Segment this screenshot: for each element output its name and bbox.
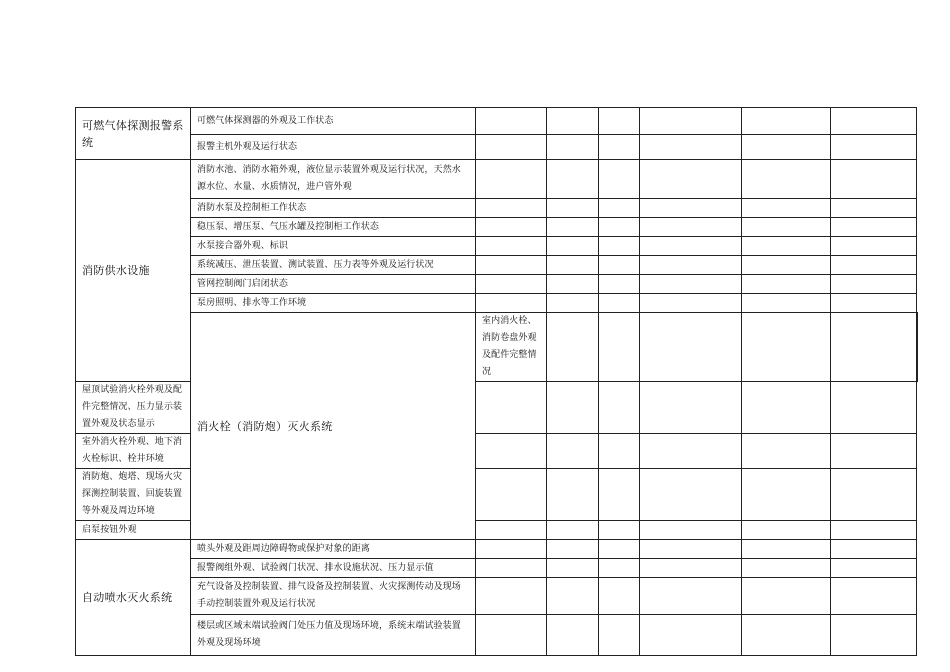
inspection-item-cell: 稳压泵、增压泵、气压水罐及控制柜工作状态 (191, 218, 476, 237)
table-row (76, 313, 918, 382)
blank-record-cell[interactable] (599, 469, 640, 521)
table-body (76, 108, 918, 656)
inspection-item-cell: 消防炮、炮塔、现场火灾探测控制装置、回旋装置等外观及周边环境 (76, 469, 191, 521)
inspection-item-cell: 系统减压、泄压装置、测试装置、压力表等外观及运行状况 (191, 256, 476, 275)
blank-record-cell[interactable] (742, 382, 831, 434)
blank-record-cell[interactable] (599, 108, 640, 135)
blank-record-cell[interactable] (831, 218, 917, 237)
blank-record-cell[interactable] (742, 521, 831, 540)
table-row (76, 237, 918, 256)
blank-record-cell[interactable] (476, 294, 547, 313)
blank-record-cell[interactable] (599, 135, 640, 160)
inspection-item-cell: 消防水池、消防水箱外观，液位显示装置外观及运行状况，天然水源水位、水量、水质情况，进户管外观 (191, 160, 476, 199)
system-name-cell: 消火栓（消防炮）灭火系统 (191, 313, 476, 540)
blank-record-cell[interactable] (831, 256, 917, 275)
blank-record-cell[interactable] (640, 275, 742, 294)
blank-record-cell[interactable] (742, 294, 831, 313)
table-row (76, 108, 918, 135)
blank-record-cell[interactable] (831, 108, 917, 135)
inspection-item-cell: 充气设备及控制装置、排气设备及控制装置、火灾探测传动及现场手动控制装置外观及运行状况 (191, 578, 476, 615)
blank-record-cell[interactable] (742, 218, 831, 237)
inspection-item-cell: 屋顶试验消火栓外观及配件完整情况、压力显示装置外观及状态显示 (76, 382, 191, 434)
table-row (76, 135, 918, 160)
blank-record-cell[interactable] (476, 256, 547, 275)
blank-record-cell[interactable] (640, 256, 742, 275)
table-row (76, 218, 918, 237)
blank-record-cell[interactable] (640, 382, 742, 434)
blank-record-cell[interactable] (831, 237, 917, 256)
blank-record-cell[interactable] (476, 218, 547, 237)
inspection-item-cell: 消防水泵及控制柜工作状态 (191, 199, 476, 218)
blank-record-cell[interactable] (547, 578, 599, 615)
blank-record-cell[interactable] (547, 521, 599, 540)
blank-record-cell[interactable] (547, 294, 599, 313)
inspection-item-cell: 报警阀组外观、试验阀门状况、排水设施状况、压力显示值 (191, 559, 476, 578)
blank-record-cell[interactable] (599, 434, 640, 469)
blank-record-cell[interactable] (742, 559, 831, 578)
blank-record-cell[interactable] (742, 199, 831, 218)
blank-record-cell[interactable] (640, 218, 742, 237)
inspection-item-cell: 楼层或区域末端试验阀门处压力值及现场环境，系统末端试验装置外观及现场环境 (191, 615, 476, 656)
blank-record-cell[interactable] (831, 559, 917, 578)
blank-record-cell[interactable] (742, 256, 831, 275)
inspection-table (75, 107, 918, 656)
inspection-item-cell: 管网控制阀门启闭状态 (191, 275, 476, 294)
blank-record-cell[interactable] (831, 469, 917, 521)
system-name-cell: 可燃气体探测报警系统 (76, 108, 191, 160)
blank-record-cell[interactable] (599, 218, 640, 237)
blank-record-cell[interactable] (640, 237, 742, 256)
blank-record-cell[interactable] (742, 540, 831, 559)
blank-record-cell[interactable] (476, 108, 547, 135)
blank-record-cell[interactable] (476, 237, 547, 256)
blank-record-cell[interactable] (547, 559, 599, 578)
blank-record-cell[interactable] (640, 578, 742, 615)
blank-record-cell[interactable] (547, 469, 599, 521)
table-row (76, 559, 918, 578)
blank-record-cell[interactable] (599, 540, 640, 559)
blank-record-cell[interactable] (640, 294, 742, 313)
blank-record-cell[interactable] (831, 294, 917, 313)
blank-record-cell[interactable] (476, 160, 547, 199)
blank-record-cell[interactable] (547, 237, 599, 256)
table-row (76, 578, 918, 615)
blank-record-cell[interactable] (547, 218, 599, 237)
blank-record-cell[interactable] (547, 160, 599, 199)
blank-record-cell[interactable] (640, 108, 742, 135)
blank-record-cell[interactable] (476, 275, 547, 294)
blank-record-cell[interactable] (640, 135, 742, 160)
blank-record-cell[interactable] (547, 540, 599, 559)
blank-record-cell[interactable] (476, 559, 547, 578)
blank-record-cell[interactable] (742, 434, 831, 469)
blank-record-cell[interactable] (547, 199, 599, 218)
blank-record-cell[interactable] (831, 382, 917, 434)
blank-record-cell[interactable] (742, 469, 831, 521)
blank-record-cell[interactable] (476, 135, 547, 160)
blank-record-cell[interactable] (476, 469, 547, 521)
blank-record-cell[interactable] (547, 615, 599, 656)
blank-record-cell[interactable] (476, 382, 547, 434)
blank-record-cell[interactable] (599, 382, 640, 434)
blank-record-cell[interactable] (640, 540, 742, 559)
blank-record-cell[interactable] (831, 135, 917, 160)
inspection-item-cell: 水泵接合器外观、标识 (191, 237, 476, 256)
blank-record-cell[interactable] (547, 382, 599, 434)
blank-record-cell[interactable] (599, 521, 640, 540)
blank-record-cell[interactable] (640, 559, 742, 578)
blank-record-cell[interactable] (640, 469, 742, 521)
blank-record-cell[interactable] (831, 578, 917, 615)
inspection-item-cell: 泵房照明、排水等工作环境 (191, 294, 476, 313)
blank-record-cell[interactable] (742, 135, 831, 160)
table-row (76, 615, 918, 656)
system-name-cell: 消防供水设施 (76, 160, 191, 382)
blank-record-cell[interactable] (831, 521, 917, 540)
inspection-item-cell: 室内消火栓、消防卷盘外观及配件完整情况 (476, 313, 547, 382)
blank-record-cell[interactable] (831, 540, 917, 559)
blank-record-cell[interactable] (599, 199, 640, 218)
inspection-item-cell: 喷头外观及距周边障碍物或保护对象的距离 (191, 540, 476, 559)
blank-record-cell[interactable] (547, 108, 599, 135)
blank-record-cell[interactable] (547, 434, 599, 469)
table-row (76, 294, 918, 313)
system-name-cell: 自动喷水灭火系统 (76, 540, 191, 656)
blank-record-cell[interactable] (640, 313, 742, 382)
table-row (76, 540, 918, 559)
blank-record-cell[interactable] (831, 615, 917, 656)
table-row (76, 199, 918, 218)
table-row (76, 275, 918, 294)
blank-record-cell[interactable] (599, 275, 640, 294)
inspection-item-cell: 报警主机外观及运行状态 (191, 135, 476, 160)
blank-record-cell[interactable] (547, 135, 599, 160)
blank-record-cell[interactable] (742, 578, 831, 615)
blank-record-cell[interactable] (476, 521, 547, 540)
blank-record-cell[interactable] (831, 160, 917, 199)
inspection-item-cell: 室外消火栓外观、地下消火栓标识、栓井环境 (76, 434, 191, 469)
blank-record-cell[interactable] (831, 275, 917, 294)
blank-record-cell[interactable] (742, 160, 831, 199)
blank-record-cell[interactable] (640, 160, 742, 199)
blank-record-cell[interactable] (640, 434, 742, 469)
blank-record-cell[interactable] (599, 294, 640, 313)
blank-record-cell[interactable] (547, 313, 599, 382)
blank-record-cell[interactable] (742, 237, 831, 256)
blank-record-cell[interactable] (742, 275, 831, 294)
blank-record-cell[interactable] (831, 199, 917, 218)
blank-record-cell[interactable] (476, 615, 547, 656)
blank-record-cell[interactable] (742, 615, 831, 656)
blank-record-cell[interactable] (599, 237, 640, 256)
blank-record-cell[interactable] (831, 434, 917, 469)
blank-record-cell[interactable] (547, 256, 599, 275)
blank-record-cell[interactable] (476, 578, 547, 615)
blank-record-cell[interactable] (742, 108, 831, 135)
inspection-item-cell: 启泵按钮外观 (76, 521, 191, 540)
blank-record-cell[interactable] (640, 615, 742, 656)
table-row (76, 160, 918, 199)
blank-record-cell[interactable] (476, 434, 547, 469)
blank-record-cell[interactable] (640, 521, 742, 540)
blank-record-cell[interactable] (599, 578, 640, 615)
blank-record-cell[interactable] (599, 256, 640, 275)
blank-record-cell[interactable] (831, 313, 917, 382)
blank-record-cell[interactable] (599, 160, 640, 199)
blank-record-cell[interactable] (476, 540, 547, 559)
blank-record-cell[interactable] (599, 615, 640, 656)
blank-record-cell[interactable] (917, 313, 918, 382)
blank-record-cell[interactable] (547, 275, 599, 294)
blank-record-cell[interactable] (640, 199, 742, 218)
blank-record-cell[interactable] (476, 199, 547, 218)
blank-record-cell[interactable] (742, 313, 831, 382)
blank-record-cell[interactable] (599, 559, 640, 578)
inspection-item-cell: 可燃气体探测器的外观及工作状态 (191, 108, 476, 135)
blank-record-cell[interactable] (599, 313, 640, 382)
table-row (76, 256, 918, 275)
